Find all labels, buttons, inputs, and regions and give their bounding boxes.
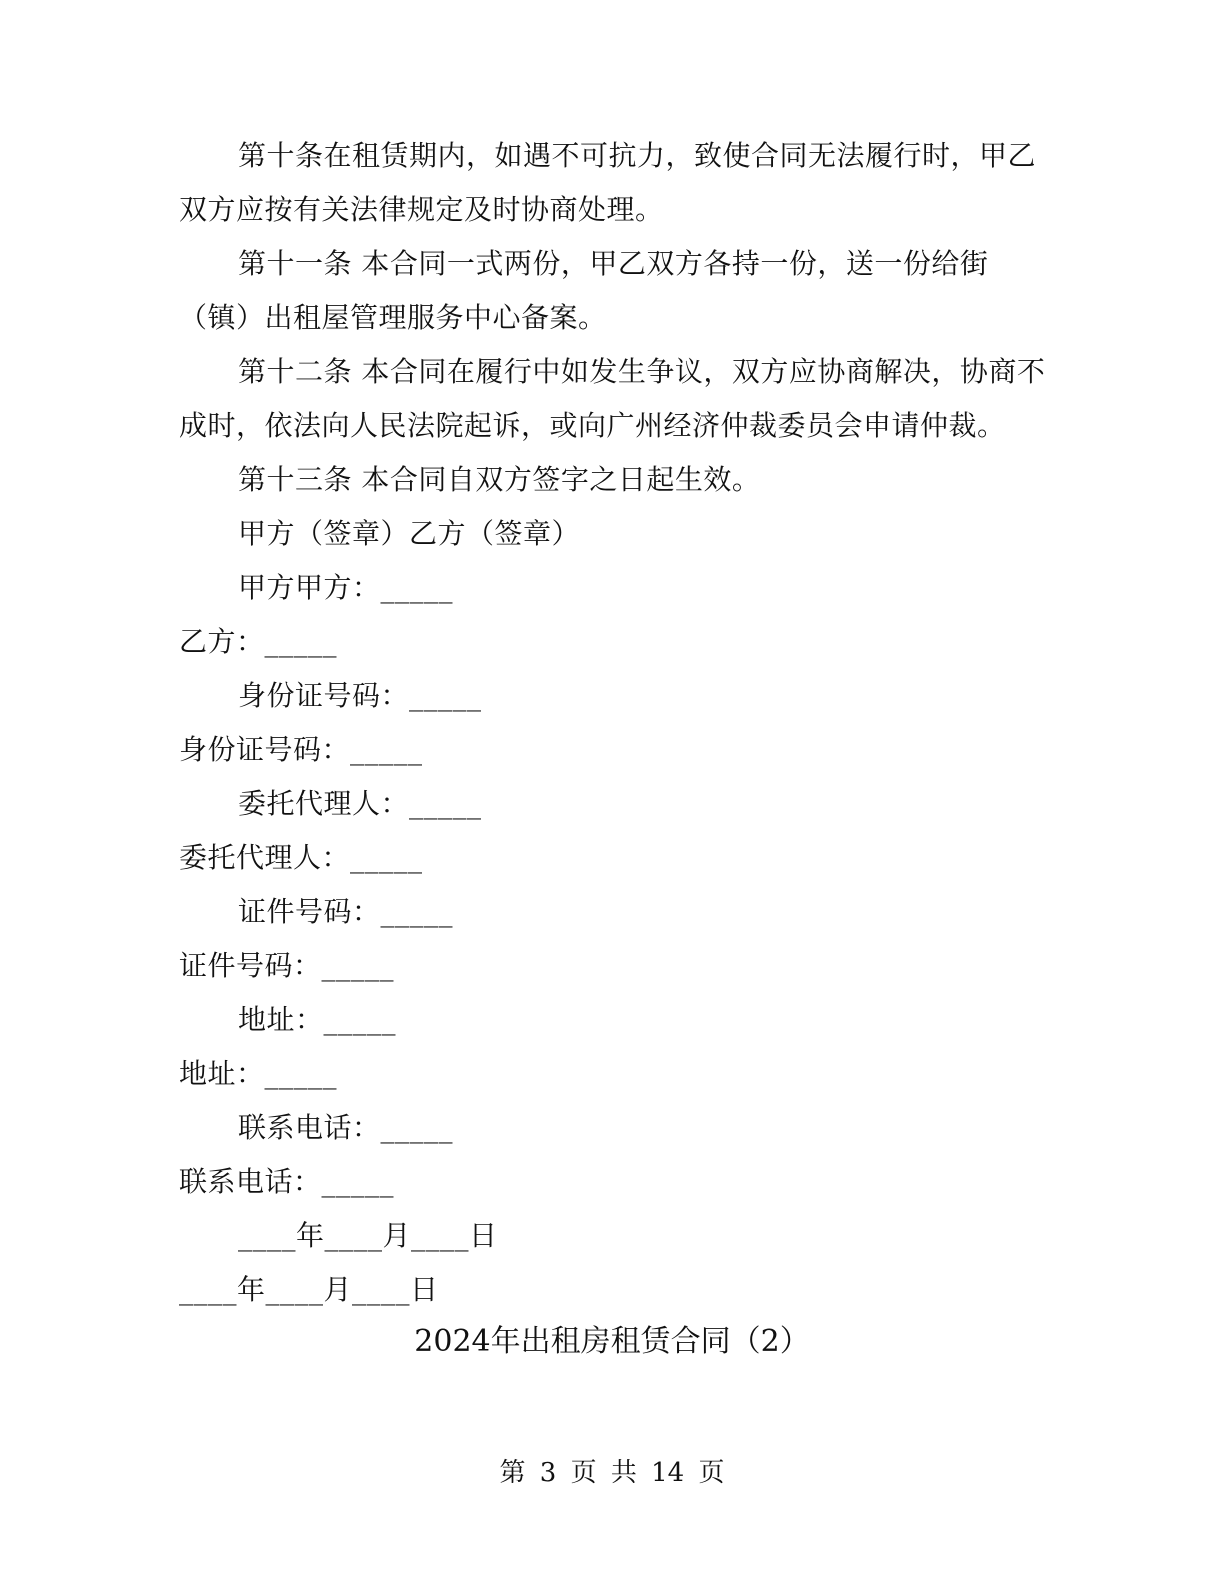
address-b-field: 地址：_____ bbox=[179, 1057, 338, 1090]
party-a-field: 甲方甲方：_____ bbox=[238, 571, 454, 604]
signature-header: 甲方（签章）乙方（签章） bbox=[238, 517, 581, 550]
phone-b-field: 联系电话：_____ bbox=[179, 1165, 395, 1198]
id-number-b-field: 身份证号码：_____ bbox=[179, 733, 423, 766]
article-10-line-1: 第十条在租赁期内，如遇不可抗力，致使合同无法履行时，甲乙 bbox=[238, 139, 1037, 172]
article-12-line-1: 第十二条 本合同在履行中如发生争议，双方应协商解决，协商不 bbox=[238, 355, 1046, 388]
article-11-line-2: （镇）出租屋管理服务中心备案。 bbox=[179, 301, 607, 334]
page-footer: 第 3 页 共 14 页 bbox=[499, 1458, 725, 1488]
date-b-field: ____年____月____日 bbox=[179, 1273, 439, 1306]
cert-number-b-field: 证件号码：_____ bbox=[179, 949, 395, 982]
id-number-a-field: 身份证号码：_____ bbox=[238, 679, 482, 712]
party-b-field: 乙方：_____ bbox=[179, 625, 338, 658]
article-12-line-2: 成时，依法向人民法院起诉，或向广州经济仲裁委员会申请仲裁。 bbox=[179, 409, 1006, 442]
date-a-field: ____年____月____日 bbox=[238, 1219, 498, 1252]
phone-a-field: 联系电话：_____ bbox=[238, 1111, 454, 1144]
article-10-line-2: 双方应按有关法律规定及时协商处理。 bbox=[179, 193, 664, 226]
agent-b-field: 委托代理人：_____ bbox=[179, 841, 423, 874]
cert-number-a-field: 证件号码：_____ bbox=[238, 895, 454, 928]
section-title: 2024年出租房租赁合同（2） bbox=[414, 1324, 810, 1359]
agent-a-field: 委托代理人：_____ bbox=[238, 787, 482, 820]
article-11-line-1: 第十一条 本合同一式两份，甲乙双方各持一份，送一份给街 bbox=[238, 247, 989, 280]
article-13: 第十三条 本合同自双方签字之日起生效。 bbox=[238, 463, 761, 496]
address-a-field: 地址：_____ bbox=[238, 1003, 397, 1036]
